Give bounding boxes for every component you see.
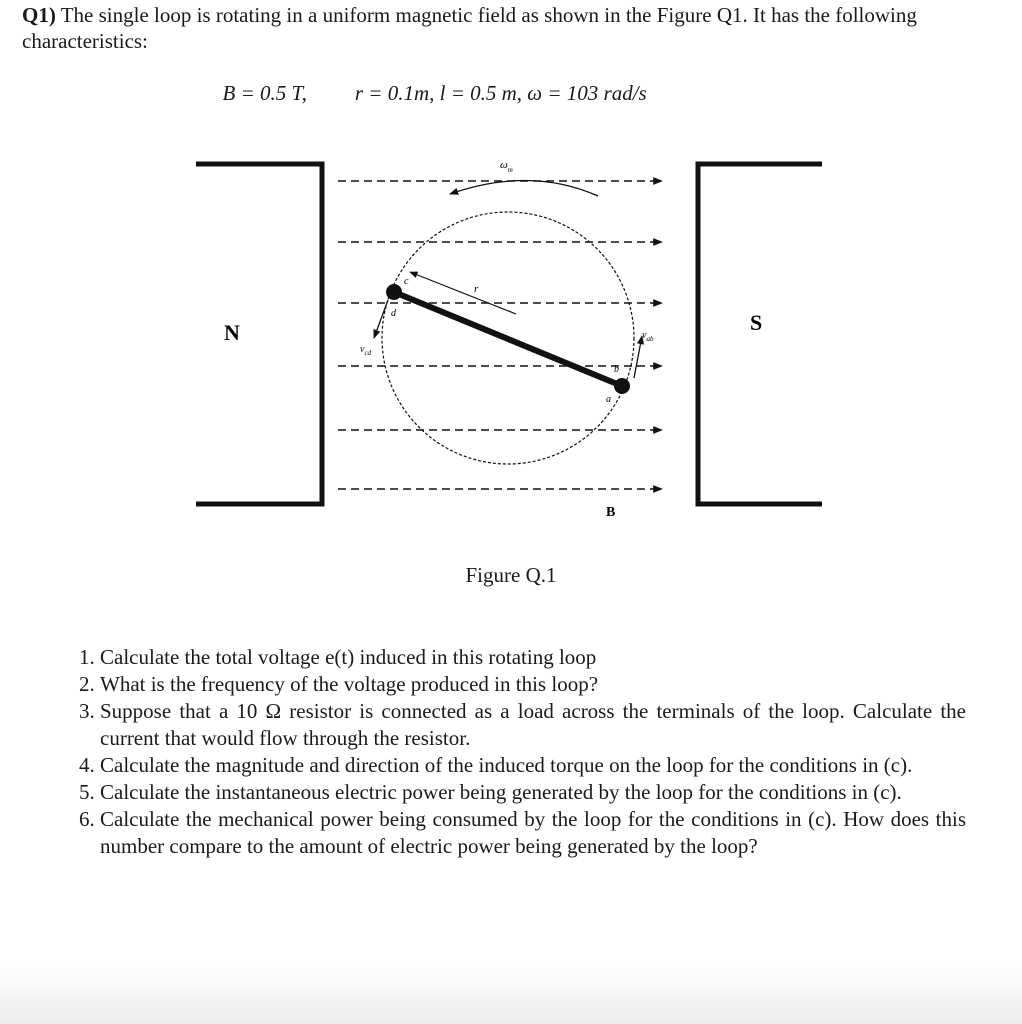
omega-label: $\omega_m$ [500, 159, 513, 174]
velocity-ab-arrow [634, 336, 642, 378]
page-bottom-shadow [0, 964, 1022, 1024]
omega-arrow [450, 180, 598, 196]
field-label: B [606, 505, 616, 520]
task-item: 3. Suppose that a 10 Ω resistor is connected as a load across the terminals of the loop. Calculate the current that would flow through the resistor. [100, 698, 966, 752]
task-list [52, 644, 966, 860]
north-label: N [224, 320, 240, 345]
conductor-ab [614, 378, 630, 394]
question-header [22, 2, 922, 54]
task-item: 2. What is the frequency of the voltage produced in this loop? [100, 671, 966, 698]
loop-conductor [394, 292, 622, 386]
parameter-line [212, 56, 695, 106]
radius-label: r [474, 283, 479, 295]
task-item: 1. Calculate the total voltage e(t) induced in this rotating loop [100, 644, 966, 671]
velocity-cd-arrow [374, 300, 388, 338]
south-label: S [750, 310, 763, 335]
velocity-cd-label: $v_{cd}$ [360, 344, 372, 357]
velocity-ab-label: $v_{ab}$ [642, 330, 654, 343]
north-pole-piece [196, 164, 322, 504]
question-text: The single loop is rotating in a uniform magnetic field as shown in the Figure Q1. It has the following characteristics: [22, 3, 917, 53]
label-d: d [391, 308, 396, 319]
task-item: 6. Calculate the mechanical power being consumed by the loop for the conditions in (c). How does this number compare to the amount of electric power being generated by the loop? [100, 806, 966, 860]
label-b: b [614, 364, 619, 375]
param-b: B = 0.5 T, [222, 81, 307, 105]
question-number: Q1) [22, 3, 56, 27]
label-c: c [404, 276, 409, 287]
label-a: a [606, 394, 611, 405]
figure-q1 [150, 120, 870, 540]
task-item: 5. Calculate the instantaneous electric power being generated by the loop for the conditions in (c). [100, 779, 966, 806]
task-item: 4. Calculate the magnitude and direction of the induced torque on the loop for the conditions in (c). [100, 752, 966, 779]
conductor-cd [386, 284, 402, 300]
figure-caption: Figure Q.1 [465, 563, 557, 587]
param-dimensions: r = 0.1m, l = 0.5 m, ω = 103 rad/s [354, 81, 647, 105]
